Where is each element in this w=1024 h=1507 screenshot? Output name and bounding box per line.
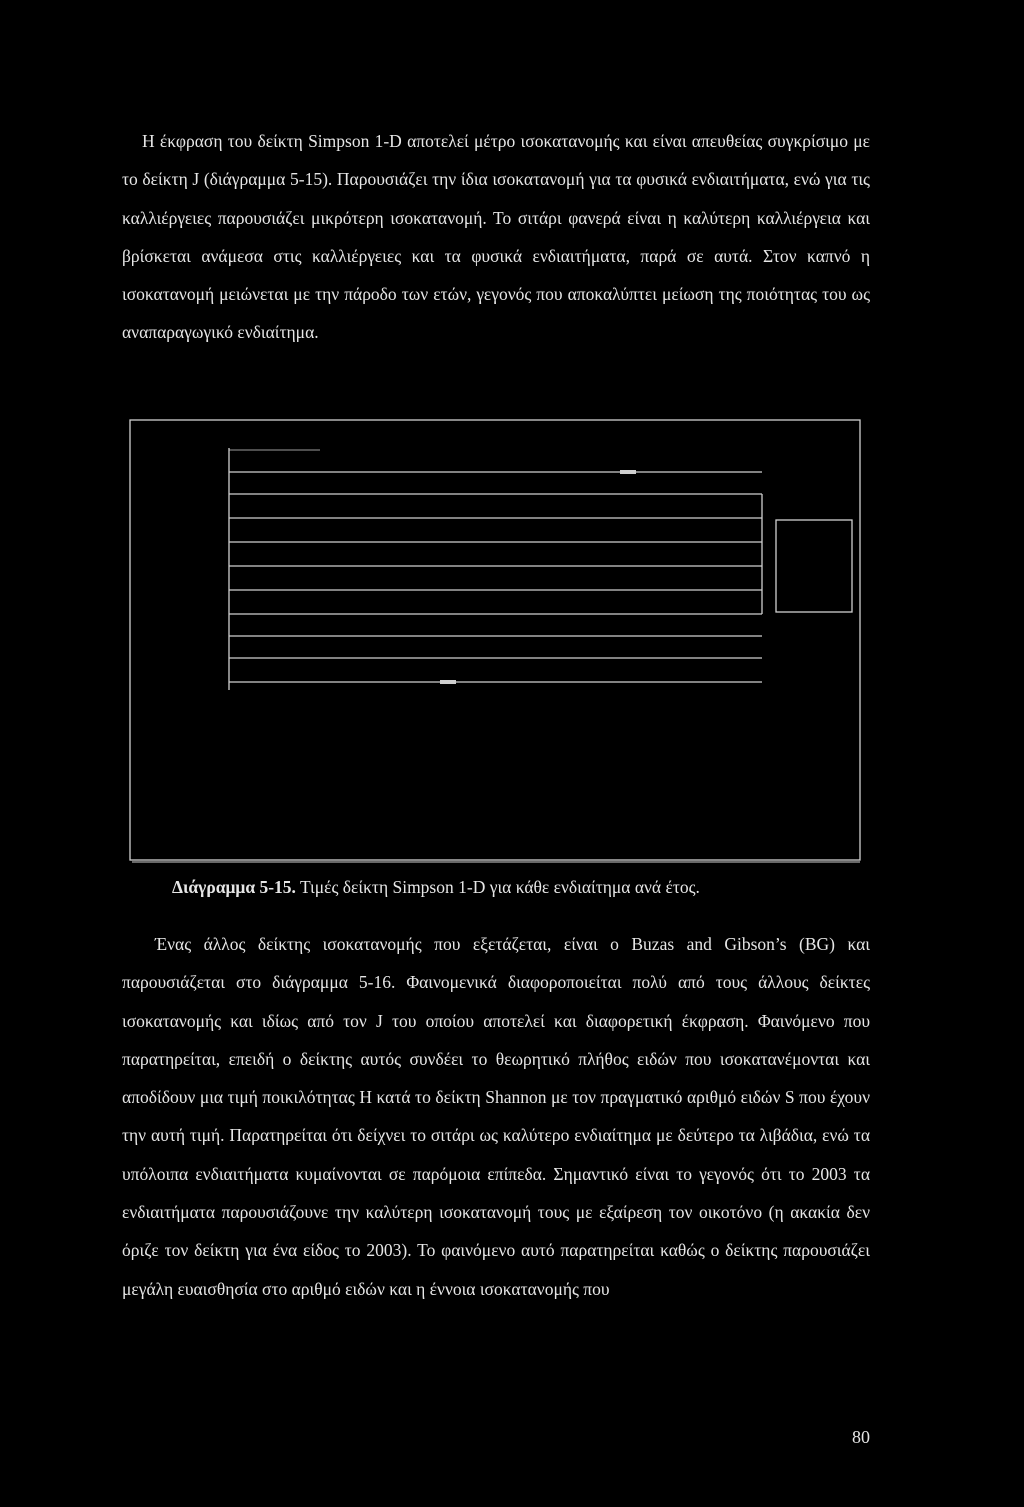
page-number: 80 — [852, 1427, 870, 1447]
figure-caption-label: Διάγραμμα 5-15. — [172, 877, 296, 897]
chart-gridline-mark — [440, 680, 456, 684]
figure-caption-text: Τιμές δείκτη Simpson 1-D για κάθε ενδιαίτημα ανά έτος. — [295, 877, 700, 897]
chart-frame — [130, 420, 860, 860]
paragraph-2: Ένας άλλος δείκτης ισοκατανομής που εξετάζεται, είναι ο Buzas and Gibson’s (BG) και παρουσιάζεται στο διάγραμμα 5-16. Φαινομενικά διαφοροποιείται πολύ από τους άλλους δείκτες ισοκατανομής και ιδίως από τον J του οποίου αποτελεί και διαφορετική έκφραση. Φαινόμενο που παρατηρείται, επειδή ο δείκτης αυτός συνδέει το θεωρητικό πλήθος ειδών που ισοκατανέμονται και αποδίδουν μια τιμή ποικιλότητας H κατά το δείκτη Shannon με τον πραγματικό αριθμό ειδών S που έχουν την αυτή τιμή. Παρατηρείται ότι δείχνει το σιτάρι ως καλύτερο ενδιαίτημα με δεύτερο τα λιβάδια, ενώ τα υπόλοιπα ενδιαιτήματα κυμαίνονται σε παρόμοια επίπεδα. Σημαντικό είναι το γεγονός ότι το 2003 τα ενδιαιτήματα παρουσιάζουνε την καλύτερη ισοκατανομή τους με εξαίρεση τον οικοτόνο (η ακακία δεν όριζε τον δείκτη για ένα είδος το 2003). Το φαινόμενο αυτό παρατηρείται καθώς ο δείκτης παρουσιάζει μεγάλη ευαισθησία στο αριθμό ειδών και η έννοια ισοκατανομής που — [122, 934, 870, 1299]
chart-legend-box — [776, 520, 852, 612]
paragraph-1: Η έκφραση του δείκτη Simpson 1-D αποτελεί μέτρο ισοκατανομής και είναι απευθείας συγκρίσιμο με το δείκτη J (διάγραμμα 5-15). Παρουσιάζει την ίδια ισοκατανομή για τα φυσικά ενδιαιτήματα, ενώ για τις καλλιέργειες παρουσιάζει μικρότερη ισοκατανομή. Το σιτάρι φανερά είναι η καλύτερη καλλιέργεια και βρίσκεται ανάμεσα στις καλλιέργειες και τα φυσικά ενδιαιτήματα, παρά σε αυτά. Στον καπνό η ισοκατανομή μειώνεται με την πάροδο των ετών, γεγονός που αποκαλύπτει μείωση της ποιότητας του ως αναπαραγωγικό ενδιαίτημα. — [122, 131, 870, 343]
figure-caption — [172, 877, 700, 898]
chart-gridline-mark — [620, 470, 636, 474]
